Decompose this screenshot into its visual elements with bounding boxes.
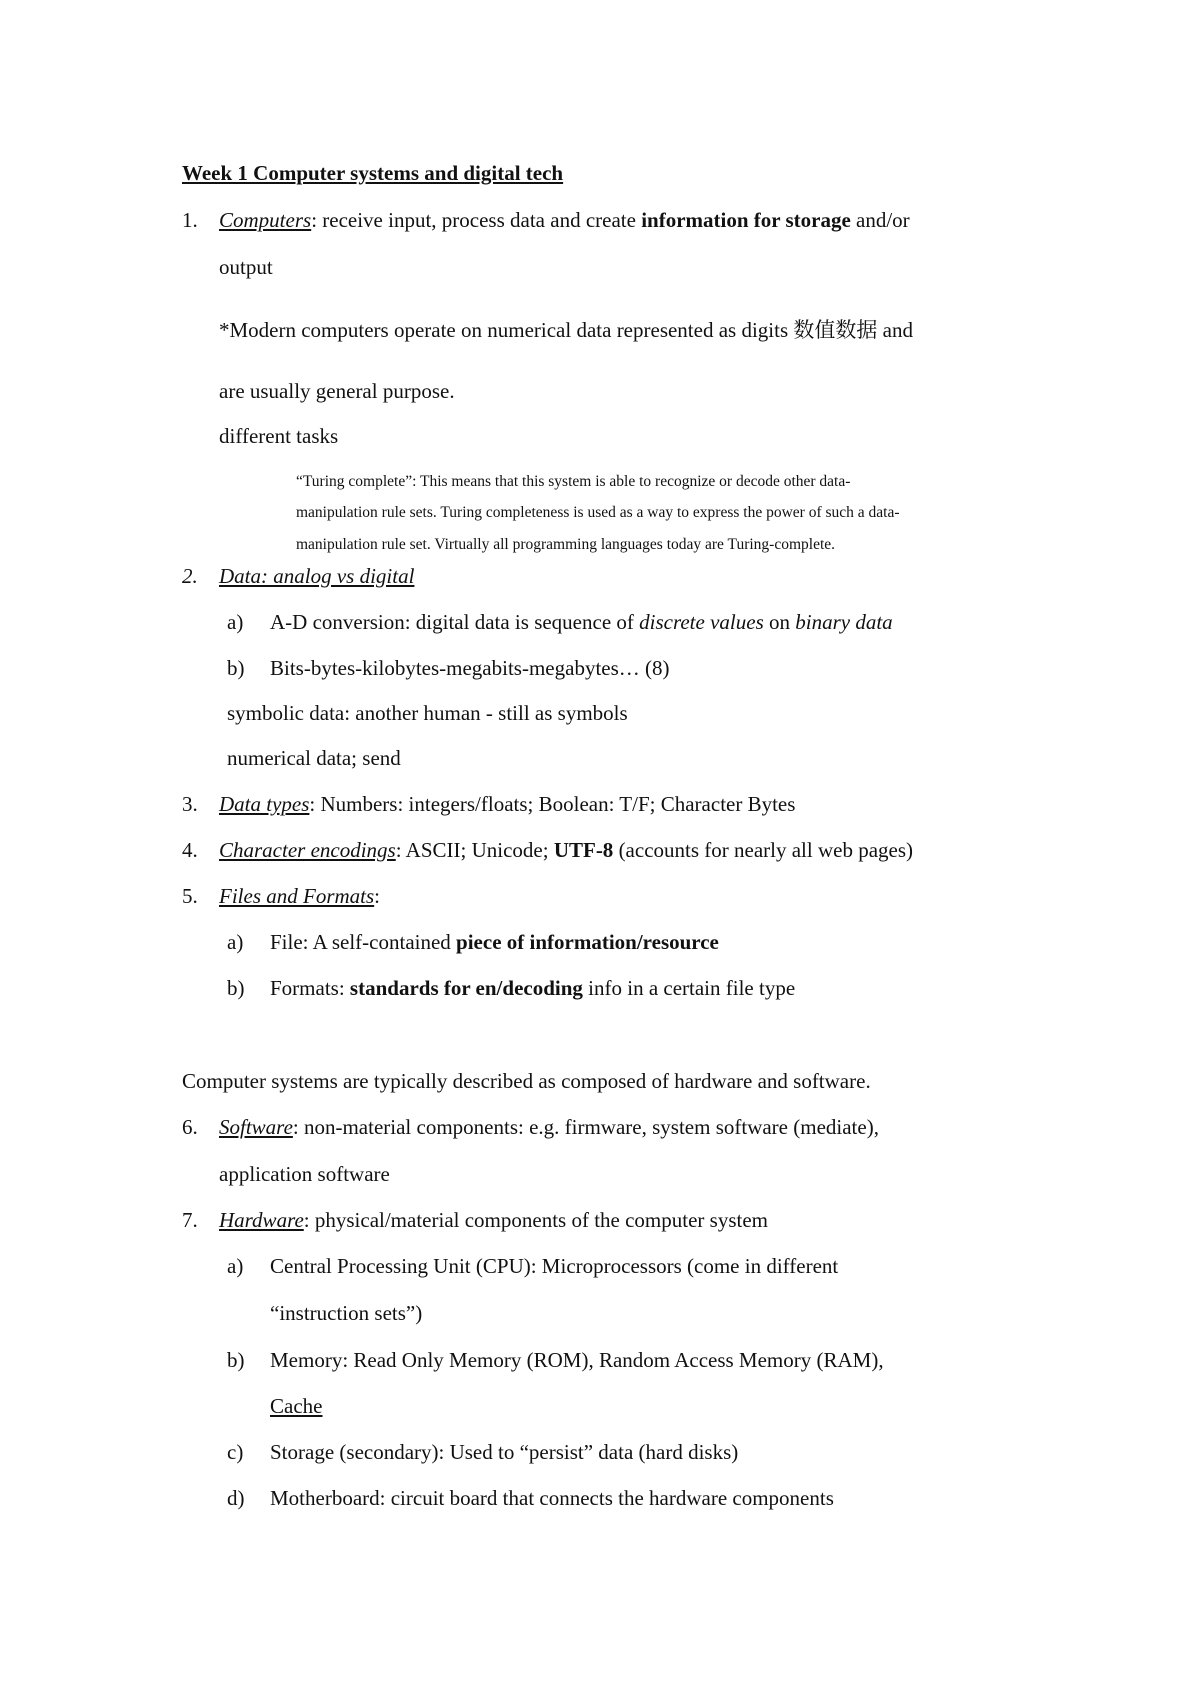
item-2a-italic-2: binary data <box>795 610 893 634</box>
item-4-text-a: : ASCII; Unicode; <box>395 838 554 862</box>
item-7d-text: Motherboard: circuit board that connects the hardware components <box>270 1486 834 1510</box>
item-7-text: : physical/material components of the computer system <box>303 1208 768 1232</box>
item-7c-label: c) <box>227 1440 244 1464</box>
item-5-line <box>219 886 380 907</box>
item-7b-text: Memory: Read Only Memory (ROM), Random Access Memory (RAM), <box>270 1348 884 1372</box>
item-7-line <box>219 1210 768 1231</box>
item-5b-text-1: Formats: <box>270 976 350 1000</box>
item-3-line <box>219 794 795 815</box>
item-5b-label: b) <box>227 976 245 1000</box>
item-4-term: Character encodings <box>219 838 396 862</box>
item-2a-text-2: on <box>763 610 796 634</box>
item-7-number: 7. <box>182 1208 198 1232</box>
item-4-bold: UTF-8 <box>553 838 614 862</box>
item-2a-italic-1: discrete values <box>639 610 764 634</box>
item-1-note-line-2: are usually general purpose. <box>219 379 455 403</box>
item-2-extra-1: symbolic data: another human - still as symbols <box>227 701 628 725</box>
item-1-continuation: output <box>219 255 273 279</box>
item-1-number: 1. <box>182 208 198 232</box>
item-6-continuation: application software <box>219 1162 390 1186</box>
turing-note-line-1: “Turing complete”: This means that this system is able to recognize or decode other data- <box>296 473 851 490</box>
item-1-line <box>219 210 910 231</box>
item-7a-continuation: “instruction sets”) <box>270 1301 423 1325</box>
item-5b-line <box>270 978 795 999</box>
item-1-note-line-3: different tasks <box>219 424 339 448</box>
item-4-line <box>219 840 913 861</box>
item-2-extra-2: numerical data; send <box>227 746 401 770</box>
item-5-colon: : <box>374 884 381 908</box>
item-1-text-a: : receive input, process data and create <box>311 208 642 232</box>
item-4-number: 4. <box>182 838 198 862</box>
item-5a-line <box>270 932 719 953</box>
item-2-number: 2. <box>182 564 198 588</box>
item-1-text-b: and/or <box>850 208 910 232</box>
item-3-term: Data types <box>219 792 310 816</box>
item-2-term: Data: analog vs digital <box>219 564 415 588</box>
item-2a-label: a) <box>227 610 244 634</box>
item-7-term: Hardware <box>219 1208 304 1232</box>
item-1-bold: information for storage <box>641 208 851 232</box>
item-6-text: : non-material components: e.g. firmware, system software (mediate), <box>292 1115 879 1139</box>
item-5b-bold: standards for en/decoding <box>349 976 583 1000</box>
item-5a-label: a) <box>227 930 244 954</box>
item-5a-bold: piece of information/resource <box>456 930 719 954</box>
page-title: Week 1 Computer systems and digital tech <box>182 161 564 185</box>
item-2a-text-1: A-D conversion: digital data is sequence of <box>270 610 640 634</box>
item-1-note-line-1: *Modern computers operate on numerical data represented as digits 数值数据 and <box>219 318 913 342</box>
item-7a-text: Central Processing Unit (CPU): Microprocessors (come in different <box>270 1254 839 1278</box>
item-6-line <box>219 1117 879 1138</box>
item-3-text: : Numbers: integers/floats; Boolean: T/F; Character Bytes <box>309 792 796 816</box>
item-2a-line <box>270 612 893 633</box>
turing-note-line-2: manipulation rule sets. Turing completeness is used as a way to express the power of such a data- <box>296 504 900 521</box>
item-1-term: Computers <box>219 208 312 232</box>
turing-note-line-3: manipulation rule set. Virtually all programming languages today are Turing-complete. <box>296 536 836 553</box>
item-7b-continuation: Cache <box>270 1394 323 1418</box>
item-7c-text: Storage (secondary): Used to “persist” data (hard disks) <box>270 1440 739 1464</box>
item-2b-label: b) <box>227 656 245 680</box>
item-4-text-b: (accounts for nearly all web pages) <box>613 838 914 862</box>
item-7a-label: a) <box>227 1254 244 1278</box>
item-5a-text: File: A self-contained <box>270 930 457 954</box>
item-6-number: 6. <box>182 1115 198 1139</box>
hardware-software-intro: Computer systems are typically described as composed of hardware and software. <box>182 1069 871 1093</box>
item-7d-label: d) <box>227 1486 245 1510</box>
item-5b-text-2: info in a certain file type <box>582 976 796 1000</box>
item-5-number: 5. <box>182 884 198 908</box>
item-5-term: Files and Formats <box>219 884 375 908</box>
item-2b-text: Bits-bytes-kilobytes-megabits-megabytes… (8) <box>270 656 670 680</box>
item-3-number: 3. <box>182 792 198 816</box>
item-7b-label: b) <box>227 1348 245 1372</box>
item-6-term: Software <box>219 1115 293 1139</box>
